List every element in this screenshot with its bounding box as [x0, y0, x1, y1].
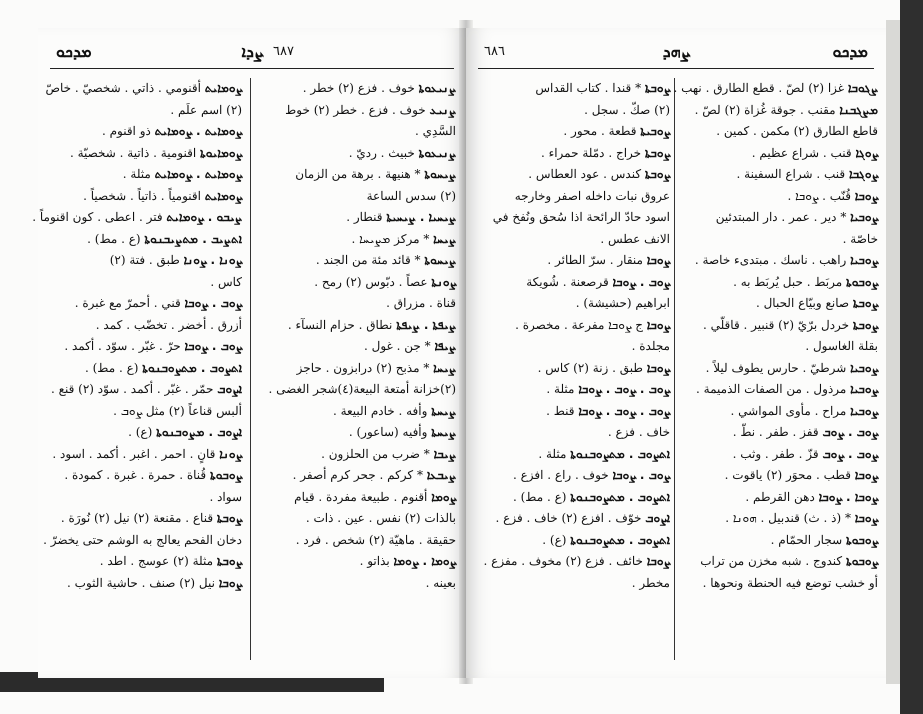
dictionary-entry-line: [478, 250, 670, 272]
dictionary-entry-line: [260, 401, 456, 423]
entry-gloss: خاصّة .: [842, 231, 878, 246]
entry-gloss: قناع . مقنعة (٢) نيل (٢) نُورَة .: [60, 511, 214, 525]
dictionary-entry-line: [682, 573, 878, 595]
dictionary-entry-line: [260, 229, 456, 251]
entry-gloss: (٢) سدس الساعة: [366, 188, 456, 203]
entry-gloss: قفز . طفر . نطّ .: [732, 425, 819, 439]
right-page-header: [478, 38, 874, 69]
entry-gloss: مثلة .: [122, 167, 151, 181]
entry-gloss: اقنومياً . ذاتياً . شخصياً .: [83, 188, 201, 203]
entry-gloss: قطب . محوَر (٢) ياقوت .: [724, 468, 851, 482]
entry-headword: ܨܘܒܐ: [854, 468, 878, 482]
entry-gloss: قنطار .: [346, 210, 383, 224]
dictionary-entry-line: [682, 164, 878, 186]
entry-gloss: * (ذ . ث) قندبيل . ܗܘܢܐ .: [725, 511, 851, 525]
dictionary-entry-line: [682, 315, 878, 337]
entry-gloss: قنب . شراع عظيم .: [751, 145, 852, 160]
entry-gloss: مثلة .: [538, 446, 567, 461]
entry-headword: ܨܘܒܝܬܐ: [640, 124, 670, 138]
entry-gloss: قُناة . حمرة . غبرة . كمودة .: [64, 468, 207, 482]
entry-headword: ܨܘܒܐ: [646, 360, 670, 375]
dictionary-entry-line: [478, 573, 670, 595]
entry-headword: ܨܘܒܘܬܐ: [845, 274, 878, 289]
left-page-number: ٦٨٧: [273, 44, 294, 59]
entry-headword: ܨܘܒ . ܨܘܒ: [822, 425, 878, 439]
entry-headword: ܨܘܒܬܐ: [852, 296, 878, 310]
right-page-number: ٦٨٦: [484, 44, 505, 59]
scan-edge-shadow-right: [900, 0, 923, 714]
entry-gloss: غزا (٢) لصّ . قطع الطارق . نهب .: [673, 81, 845, 95]
entry-headword: ܨܘܢܐ . ܨܘܢܐ: [183, 253, 242, 267]
dictionary-entry-line: [46, 186, 242, 208]
entry-headword: ܨܘܒ . ܨܘܒܐ: [184, 339, 242, 353]
entry-headword: ܨܘܡܐܝܘܬܐ: [200, 145, 242, 160]
right-page-column-right: [673, 78, 878, 664]
page-stack-edge: [886, 20, 900, 684]
dictionary-entry-line: [260, 444, 456, 466]
entry-gloss: (٢)خزانة أمتعة البيعة(٤)شجر الغضى .: [268, 382, 456, 396]
entry-gloss: خوف . فزع . خطر (٢) خوط: [285, 102, 426, 117]
dictionary-entry-line: [478, 551, 670, 573]
entry-headword: ܨܘܓܐ: [855, 145, 878, 160]
entry-gloss: خوف . فزع (٢) خطر .: [302, 81, 415, 95]
dictionary-entry-line: [673, 78, 878, 100]
entry-gloss: صانع وبيّاع الحبال .: [755, 296, 850, 310]
dictionary-entry-line: [682, 186, 878, 208]
entry-headword: ܨܝܚܘܬܐ: [424, 253, 456, 267]
entry-gloss: سجار الحمّام .: [770, 532, 843, 547]
entry-headword: ܐܨܘܒ: [645, 511, 670, 525]
entry-gloss: ابراهيم (حشيشة) .: [575, 296, 670, 310]
entry-headword: ܐܬܨܘܒ . ܡܬܨܘܒܢܘܬܐ: [142, 360, 242, 375]
dictionary-entry-line: [46, 272, 242, 294]
dictionary-entry-line: [682, 379, 878, 401]
entry-headword: ܨܘܒܐ: [854, 511, 878, 525]
dictionary-entry-line: [478, 401, 670, 423]
entry-gloss: أو خشب توضع فيه الحنطة ونحوها .: [702, 575, 878, 590]
dictionary-entry-line: [32, 207, 242, 229]
dictionary-entry-line: [260, 78, 456, 100]
dictionary-entry-line: [478, 207, 670, 229]
entry-headword: ܨܘܒܘܬܐ: [845, 532, 878, 547]
dictionary-entry-line: [46, 401, 242, 423]
entry-gloss: مرذول . من الصفات الذميمة .: [696, 382, 847, 396]
entry-gloss: طبق . فتة (٢): [109, 253, 180, 267]
entry-gloss: (ع . مط) .: [87, 231, 141, 246]
entry-gloss: كندس . عود العطاس .: [528, 167, 642, 181]
entry-gloss: اقنومية . ذاتية . شخصيّة .: [69, 145, 197, 160]
right-page-running-head-outer: ܡܕܟܘ: [832, 42, 868, 61]
entry-gloss: دخان الفحم يعالج به الوشم حتى يخضرّ .: [43, 532, 242, 547]
entry-gloss: * ضرب من الحلزون .: [321, 446, 430, 461]
left-page-running-head-outer: ܡܕܟܘ: [56, 42, 92, 61]
dictionary-entry-line: [478, 422, 670, 444]
dictionary-entry-line: [260, 530, 456, 552]
left-page-column-left: [32, 78, 242, 664]
dictionary-entry-line: [260, 143, 456, 165]
entry-headword: ܨܘܒ . ܨܘܒ . ܨܘܒܐ: [578, 403, 670, 418]
entry-gloss: بالذات (٢) نفس . عين . ذات .: [305, 511, 456, 525]
entry-gloss: خراج . دمّلة حمراء .: [540, 145, 642, 160]
entry-headword: ܨܢܝܥܘܬܐ: [418, 81, 456, 95]
dictionary-entry-line: [260, 551, 456, 573]
entry-gloss: * دير . عمر . دار المبتدئين: [715, 210, 847, 224]
entry-gloss: قاطع الطارق (٢) مكمن . كمين .: [716, 124, 878, 138]
dictionary-entry-line: [682, 422, 878, 444]
dictionary-entry-line: [478, 100, 670, 122]
dictionary-entry-line: [260, 358, 456, 380]
entry-gloss: ذو اقنوم .: [101, 124, 151, 138]
entry-headword: ܨܘܢܬܐ: [431, 274, 456, 289]
dictionary-entry-line: [260, 250, 456, 272]
left-page-running-head-center: ܨܕܐ: [241, 42, 263, 61]
dictionary-entry-line: [46, 164, 242, 186]
entry-gloss: بقلة الغاسول .: [805, 339, 878, 353]
dictionary-entry-line: [46, 293, 242, 315]
dictionary-entry-line: [478, 164, 670, 186]
entry-gloss: خردل برّيّ (٢) قنبير . قاقلّي .: [702, 317, 850, 332]
entry-headword: ܨܘܒ . ܨܘܒܐ: [612, 468, 670, 482]
entry-gloss: (٢) اسم علَم .: [170, 102, 242, 117]
dictionary-entry-line: [478, 358, 670, 380]
entry-gloss: خاف . فزع .: [607, 425, 670, 439]
entry-headword: ܨܝܦܐ: [434, 339, 456, 353]
dictionary-entry-line: [46, 422, 242, 444]
entry-gloss: سواد .: [209, 489, 242, 504]
entry-gloss: دهن القرطم .: [745, 489, 815, 504]
entry-gloss: * قائد مئة من الجند .: [315, 253, 421, 267]
dictionary-entry-line: [682, 465, 878, 487]
dictionary-entry-line: [478, 293, 670, 315]
entry-headword: ܨܘܡܐ: [431, 489, 456, 504]
dictionary-entry-line: [682, 272, 878, 294]
entry-gloss: راهب . ناسك . مبتدىء خاصة .: [694, 253, 847, 267]
dictionary-entry-line: [43, 530, 242, 552]
entry-gloss: أقنومي . ذاتي . شخصيّ . خاصّ: [45, 81, 201, 95]
left-page: [32, 28, 466, 678]
dictionary-entry-line: [46, 508, 242, 530]
dictionary-entry-line: [478, 229, 670, 251]
entry-headword: ܨܘܒܝܐ: [850, 253, 878, 267]
entry-gloss: قنب . شراع السفينة .: [736, 167, 846, 181]
entry-gloss: * جن . غول .: [363, 339, 431, 353]
entry-headword: ܨܘܒܐ . ܨܘܒܐ: [818, 489, 878, 504]
entry-gloss: حقيقة . ماهيّة (٢) شخص . فرد .: [295, 532, 456, 547]
entry-headword: ܐܨܘܒ: [217, 382, 242, 396]
entry-gloss: (ع . مط) .: [85, 360, 139, 375]
dictionary-entry-line: [260, 121, 456, 143]
entry-headword: ܨܘܡܐܝܬ: [204, 81, 242, 95]
entry-gloss: وأفيه (ساعور) .: [348, 425, 428, 439]
entry-headword: ܐܬܨܘܒ . ܡܬܨܘܒܢܘܬܐ: [570, 446, 670, 461]
entry-headword: ܐܬܨܘܒ . ܡܬܨܘܒܢܘܬܐ: [570, 489, 670, 504]
left-page-column-divider: [250, 78, 251, 660]
entry-gloss: عروق نبات داخله اصفر وخارجه: [514, 188, 670, 203]
entry-gloss: طبق . زنة (٢) كاس .: [537, 360, 643, 375]
dictionary-entry-line: [46, 465, 242, 487]
dictionary-entry-line: [682, 336, 878, 358]
entry-headword: ܨܝܚܬܐ: [431, 425, 456, 439]
entry-gloss: عصاً . دبّوس (٢) رمح .: [314, 274, 428, 289]
dictionary-entry-line: [682, 444, 878, 466]
dictionary-entry-line: [46, 573, 242, 595]
dictionary-entry-line: [682, 358, 878, 380]
entry-gloss: (ع) .: [128, 425, 153, 439]
entry-gloss: * مذبح (٢) درابزون . حاجز: [296, 360, 430, 375]
entry-headword: ܨܘܡܐܝܬ . ܨܘܡܐܝܬ: [154, 167, 242, 181]
dictionary-entry-line: [46, 379, 242, 401]
entry-headword: ܨܘܡܐ . ܨܘܡܐ: [393, 554, 456, 568]
dictionary-entry-line: [682, 293, 878, 315]
entry-headword: ܨܘܒ . ܨܘܒܐ: [612, 274, 670, 289]
dictionary-entry-line: [260, 336, 456, 358]
entry-gloss: قرصعنة . شُويكة: [526, 274, 609, 289]
entry-headword: ܨܝܚܐ: [433, 231, 456, 246]
entry-gloss: * مركز ܡܨܝܚܐ .: [351, 231, 430, 246]
entry-headword: ܨܘܒܐ: [854, 188, 878, 203]
entry-gloss: السَّدِي .: [414, 124, 456, 138]
dictionary-entry-line: [46, 551, 242, 573]
dictionary-entry-line: [682, 530, 878, 552]
dictionary-entry-line: [478, 186, 670, 208]
dictionary-entry-line: [260, 164, 456, 186]
dictionary-entry-line: [682, 100, 878, 122]
entry-headword: ܨܘܡܐܝܬ: [204, 188, 242, 203]
entry-gloss: حمّر . غبّر . أكمد . سوّد (٢) قنع .: [50, 382, 214, 396]
dictionary-entry-line: [46, 315, 242, 337]
entry-gloss: خوّف . افزع (٢) خاف . فزع .: [495, 511, 642, 525]
entry-gloss: نطاق . حزام النسآء .: [287, 317, 393, 332]
dictionary-entry-line: [478, 121, 670, 143]
entry-gloss: ج ܨܘܒܐ مفرعة . مخصرة .: [515, 317, 643, 332]
entry-headword: ܨܘܒ . ܨܘܒ: [822, 446, 878, 461]
dictionary-entry-line: [46, 336, 242, 358]
entry-gloss: كندوج . شبه مخزن من تراب: [700, 554, 843, 568]
entry-headword: ܨܘܒ . ܨܘܒ . ܨܘܒܐ: [578, 382, 670, 396]
entry-gloss: فتر . اعطى . كون اقنوماً .: [32, 210, 163, 224]
entry-gloss: مربَط . حبل يُربَط به .: [733, 274, 843, 289]
left-page-column-right: [260, 78, 456, 664]
dictionary-entry-line: [478, 444, 670, 466]
entry-headword: ܨܝܚܘܬܐ: [424, 167, 456, 181]
entry-gloss: ألبس قناعاً (٢) مثل ܨܘܒ .: [113, 403, 242, 418]
entry-headword: ܨܘܒܝܐ: [850, 382, 878, 396]
entry-gloss: * كركم . جحر كرم أصفر .: [292, 468, 423, 482]
entry-gloss: خبيث . رديّ .: [348, 145, 415, 160]
dictionary-entry-line: [478, 379, 670, 401]
left-page-header: [50, 38, 454, 69]
dictionary-entry-line: [260, 207, 456, 229]
entry-headword: ܨܝܚܝܐ . ܨܝܚܝܬܐ: [386, 210, 456, 224]
entry-headword: ܨܝܦܬܐ . ܨܝܦܬܐ: [396, 317, 456, 332]
entry-headword: ܨܘܒܬܐ: [216, 511, 242, 525]
entry-headword: ܐܨܘܒ . ܡܨܘܒܢܘܬܐ: [156, 425, 242, 439]
entry-gloss: اسود حادّ الرائحة اذا سُحق ونُفخ في: [492, 210, 670, 224]
entry-gloss: مثلة .: [546, 382, 575, 396]
dictionary-entry-line: [478, 272, 670, 294]
dictionary-entry-line: [478, 143, 670, 165]
entry-gloss: قنط .: [546, 403, 575, 418]
dictionary-entry-line: [260, 508, 456, 530]
entry-gloss: (ع) .: [542, 532, 567, 547]
dictionary-entry-line: [260, 315, 456, 337]
entry-headword: ܨܘܒܝܐ: [850, 360, 878, 375]
entry-headword: ܨܘܒܘܬܐ: [845, 554, 878, 568]
entry-headword: ܨܘܒܐ: [646, 317, 670, 332]
dictionary-entry-line: [260, 465, 456, 487]
entry-gloss: * هنيهة . برهة من الزمان: [295, 167, 421, 181]
dictionary-entry-line: [478, 78, 670, 100]
dictionary-entry-line: [682, 401, 878, 423]
entry-headword: ܨܘܓܒܐ: [848, 167, 878, 181]
entry-gloss: كاس .: [210, 274, 242, 289]
entry-gloss: أزرق . أخضر . تخضّب . كمد .: [95, 317, 242, 332]
entry-headword: ܨܝܒܘ . ܨܘܡܐܝܬ: [166, 210, 242, 224]
dictionary-entry-line: [682, 143, 878, 165]
entry-gloss: الانف عطس .: [600, 231, 670, 246]
entry-headword: ܨܘܒܬܐ: [852, 317, 878, 332]
entry-gloss: مثلة (٢) عوسج . اطد .: [99, 554, 214, 568]
dictionary-entry-line: [260, 186, 456, 208]
dictionary-entry-line: [260, 422, 456, 444]
entry-headword: ܨܘܒܝܐ: [850, 210, 878, 224]
entry-gloss: منقار . سرّ الطائر .: [547, 253, 643, 267]
entry-headword: ܐܬܨܘܒ . ܡܬܨܘܒܢܘܬܐ: [570, 532, 670, 547]
entry-gloss: وأفه . خادم البيعة .: [332, 403, 428, 418]
entry-gloss: مجلدة .: [631, 339, 670, 353]
right-page: [466, 28, 886, 678]
entry-gloss: (ع . مط) .: [513, 489, 567, 504]
right-page-running-head-center: ܨܗܕ: [662, 42, 690, 61]
right-page-column-divider: [674, 78, 675, 660]
entry-gloss: (٢) صكّ . سجل .: [584, 102, 670, 117]
entry-headword: ܐܬܨܝܒ . ܡܬܨܝܒܢܘܬܐ: [144, 231, 242, 246]
entry-headword: ܨܘܒܐ: [646, 253, 670, 267]
entry-gloss: قزّ . طفر . وثب .: [732, 446, 819, 461]
dictionary-entry-line: [260, 379, 456, 401]
dictionary-entry-line: [682, 207, 878, 229]
dictionary-entry-line: [682, 487, 878, 509]
entry-headword: ܨܓܘܒܐ: [847, 81, 878, 95]
entry-headword: ܨܘܒܝܐ: [850, 403, 878, 418]
entry-headword: ܨܘܒܬܐ: [216, 554, 242, 568]
dictionary-entry-line: [478, 336, 670, 358]
entry-headword: ܡܨܓܒܢܐ: [839, 102, 878, 117]
dictionary-entry-line: [682, 250, 878, 272]
dictionary-entry-line: [46, 100, 242, 122]
entry-gloss: قطعة . محور .: [563, 124, 637, 138]
dictionary-entry-line: [478, 315, 670, 337]
entry-headword: ܨܘܡܐܝܬ . ܨܘܡܐܝܬ: [154, 124, 242, 138]
entry-gloss: قُنّب . ܨܘܒܐ .: [787, 188, 851, 203]
dictionary-entry-line: [478, 487, 670, 509]
entry-gloss: مقنب . جوقة غُزاة (٢) لصّ .: [694, 102, 836, 117]
entry-headword: ܨܘܒܬܐ: [644, 81, 670, 95]
dictionary-entry-line: [478, 465, 670, 487]
dictionary-entry-line: [478, 530, 670, 552]
entry-headword: ܨܘܒܬܐ: [644, 167, 670, 181]
entry-gloss: بعينه .: [425, 575, 456, 590]
entry-headword: ܨܘܒܬܐ: [644, 145, 670, 160]
entry-headword: ܨܝܒܥܐ: [426, 468, 456, 482]
entry-headword: ܨܘܒܐ: [646, 554, 670, 568]
dictionary-entry-line: [682, 508, 878, 530]
dictionary-entry-line: [682, 121, 878, 143]
entry-headword: ܨܝܚܐ: [433, 360, 456, 375]
entry-headword: ܨܘܒ . ܨܘܒܐ: [184, 296, 242, 310]
entry-headword: ܨܝܒܐ: [433, 446, 456, 461]
entry-gloss: مراح . مأوى المواشي .: [730, 403, 847, 418]
entry-gloss: حرّ . غبّر . سوّد . أكمد .: [64, 339, 181, 353]
entry-gloss: * قندا . كتاب القداس: [535, 81, 642, 95]
dictionary-entry-line: [260, 487, 456, 509]
dictionary-entry-line: [260, 573, 456, 595]
dictionary-entry-line: [682, 229, 878, 251]
entry-gloss: نيل (٢) صنف . حاشية الثوب .: [67, 575, 215, 590]
entry-gloss: قناة . مزراق .: [386, 296, 456, 310]
dictionary-entry-line: [46, 250, 242, 272]
entry-headword: ܨܢܝܥ: [429, 102, 456, 117]
dictionary-entry-line: [260, 293, 456, 315]
entry-headword: ܨܝܚܬܐ: [431, 403, 456, 418]
right-page-column-left: [478, 78, 670, 664]
dictionary-entry-line: [260, 272, 456, 294]
entry-gloss: بذاتو .: [359, 554, 390, 568]
entry-gloss: مخطر .: [631, 575, 670, 590]
entry-headword: ܨܘܒܐ: [218, 575, 242, 590]
dictionary-entry-line: [46, 143, 242, 165]
dictionary-entry-line: [682, 551, 878, 573]
entry-gloss: خوف . راع . افزع .: [513, 468, 609, 482]
entry-gloss: خائف . فزع (٢) مخوف . مفزع .: [483, 554, 643, 568]
dictionary-entry-line: [46, 78, 242, 100]
entry-headword: ܨܢܝܥܘܬܐ: [418, 145, 456, 160]
entry-headword: ܨܘܒܘܬܐ: [209, 468, 242, 482]
entry-headword: ܨܘܢܐ: [219, 446, 242, 461]
entry-gloss: قانٍ . احمر . اغبر . أكمد . اسود .: [52, 446, 216, 461]
entry-gloss: شرطيّ . حارس يطوف ليلاً .: [705, 360, 847, 375]
entry-gloss: أقنوم . طبيعة مفردة . قيام: [294, 489, 428, 504]
dictionary-entry-line: [46, 487, 242, 509]
dictionary-entry-line: [478, 508, 670, 530]
dictionary-entry-line: [46, 229, 242, 251]
dictionary-entry-line: [46, 121, 242, 143]
dictionary-entry-line: [46, 444, 242, 466]
entry-gloss: قني . أحمرّ مع غبرة .: [74, 296, 181, 310]
dictionary-entry-line: [260, 100, 456, 122]
dictionary-entry-line: [46, 358, 242, 380]
